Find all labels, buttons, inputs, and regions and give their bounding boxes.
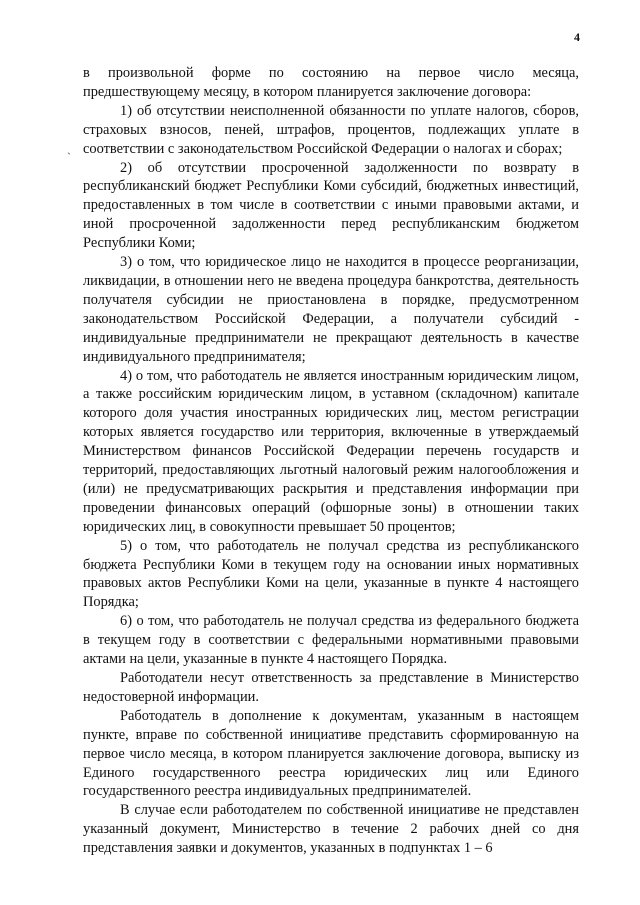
paragraph-item-5: 5) о том, что работодатель не получал средства из республиканского бюджета Республики Коми в текущем году на основании иных нормативных правовых актов Республики Коми на цели, указанные в пункте 4 настоящего Порядка;: [83, 537, 579, 611]
paragraph-item-1: 1) об отсутствии неисполненной обязанности по уплате налогов, сборов, страховых взносов, пеней, штрафов, процентов, подлежащих уплате в соответствии с законодательством Российской Федерации о налогах и сборах;: [83, 102, 579, 157]
paragraph-extract: Работодатель в дополнение к документам, указанным в настоящем пункте, вправе по собственной инициативе представить сформированную на первое число месяца, в котором планируется заключение договора, выписку из Единого государственного реестра юридических лиц или Единого государственного реестра индивидуальных предпринимателей.: [83, 707, 579, 800]
paragraph-item-4: 4) о том, что работодатель не является иностранным юридическим лицом, а также российским юридическим лицом, в уставном (складочном) капитале которого доля участия иностранных юридических лиц, местом регистрации которых является государство или территория, включенные в утверждаемый Министерством финансов Российской Федерации перечень государств и территорий, предоставляющих льготный налоговый режим налогообложения и (или) не предусматривающих раскрытия и представления информации при проведении финансовых операций (офшорные зоны) в отношении таких юридических лиц, в совокупности превышает 50 процентов;: [83, 367, 579, 535]
document-body: [83, 64, 579, 858]
paragraph-responsibility: Работодатели несут ответственность за представление в Министерство недостоверной информации.: [83, 670, 579, 705]
scan-mark: `: [67, 150, 71, 164]
paragraph-ministry-request: В случае если работодателем по собственной инициативе не представлен указанный документ, Министерство в течение 2 рабочих дней со дня представления заявки и документов, указанных в подпунктах 1 – 6: [83, 802, 579, 857]
page-number: 4: [574, 30, 580, 44]
paragraph-intro-continuation: в произвольной форме по состоянию на первое число месяца, предшествующему месяцу, в котором планируется заключение договора:: [83, 65, 579, 100]
paragraph-item-2: 2) об отсутствии просроченной задолженности по возврату в республиканский бюджет Республики Коми субсидий, бюджетных инвестиций, предоставленных в том числе в соответствии с иными правовыми актами, и иной просроченной задолженности перед республиканским бюджетом Республики Коми;: [83, 159, 579, 252]
paragraph-item-6: 6) о том, что работодатель не получал средства из федерального бюджета в текущем году в соответствии с федеральными нормативными правовыми актами на цели, указанные в пункте 4 настоящего Порядка.: [83, 613, 579, 668]
paragraph-item-3: 3) о том, что юридическое лицо не находится в процессе реорганизации, ликвидации, в отношении него не введена процедура банкротства, деятельность получателя субсидии не приостановлена в порядке, предусмотренном законодательством Российской Федерации, а получатели субсидий - индивидуальные предприниматели не прекращают деятельность в качестве индивидуального предпринимателя;: [83, 254, 579, 365]
